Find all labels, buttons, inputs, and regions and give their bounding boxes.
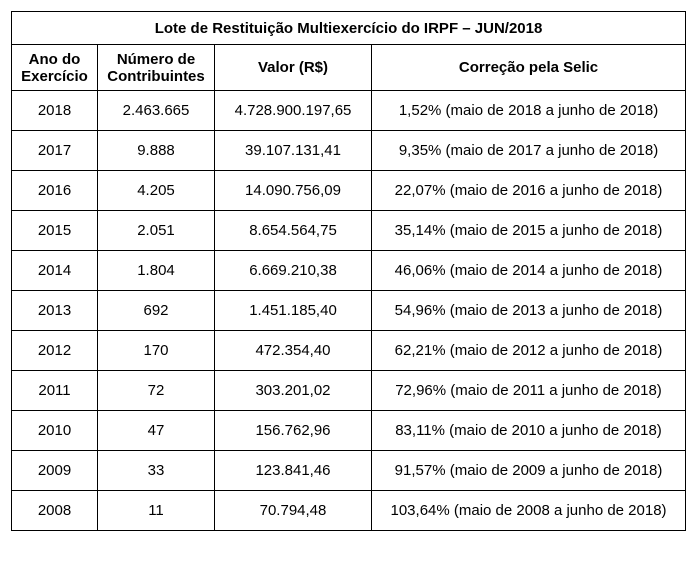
cell-value: 8.654.564,75 [215, 211, 372, 251]
cell-value: 156.762,96 [215, 411, 372, 451]
cell-selic: 103,64% (maio de 2008 a junho de 2018) [372, 491, 686, 531]
cell-year: 2011 [12, 371, 98, 411]
cell-year: 2017 [12, 131, 98, 171]
header-selic-correction: Correção pela Selic [372, 45, 686, 91]
cell-selic: 22,07% (maio de 2016 a junho de 2018) [372, 171, 686, 211]
table-title: Lote de Restituição Multiexercício do IRPF – JUN/2018 [12, 12, 686, 45]
restitution-table [11, 11, 686, 531]
cell-value: 70.794,48 [215, 491, 372, 531]
cell-value: 6.669.210,38 [215, 251, 372, 291]
table-title-row [12, 12, 686, 45]
cell-value: 39.107.131,41 [215, 131, 372, 171]
cell-year: 2010 [12, 411, 98, 451]
table-row [12, 211, 686, 251]
cell-selic: 54,96% (maio de 2013 a junho de 2018) [372, 291, 686, 331]
cell-year: 2013 [12, 291, 98, 331]
table-row [12, 291, 686, 331]
table-row [12, 171, 686, 211]
cell-year: 2015 [12, 211, 98, 251]
table-row [12, 131, 686, 171]
cell-taxpayers: 2.051 [98, 211, 215, 251]
cell-value: 14.090.756,09 [215, 171, 372, 211]
cell-taxpayers: 1.804 [98, 251, 215, 291]
cell-value: 4.728.900.197,65 [215, 91, 372, 131]
cell-taxpayers: 11 [98, 491, 215, 531]
table-row [12, 331, 686, 371]
table-body [12, 91, 686, 531]
table-row [12, 91, 686, 131]
table-header-row [12, 45, 686, 91]
cell-taxpayers: 33 [98, 451, 215, 491]
header-year: Ano do Exercício [12, 45, 98, 91]
table-row [12, 251, 686, 291]
cell-year: 2008 [12, 491, 98, 531]
cell-selic: 72,96% (maio de 2011 a junho de 2018) [372, 371, 686, 411]
cell-selic: 62,21% (maio de 2012 a junho de 2018) [372, 331, 686, 371]
cell-selic: 46,06% (maio de 2014 a junho de 2018) [372, 251, 686, 291]
cell-year: 2014 [12, 251, 98, 291]
cell-year: 2016 [12, 171, 98, 211]
cell-taxpayers: 9.888 [98, 131, 215, 171]
cell-value: 1.451.185,40 [215, 291, 372, 331]
cell-taxpayers: 4.205 [98, 171, 215, 211]
cell-selic: 35,14% (maio de 2015 a junho de 2018) [372, 211, 686, 251]
cell-taxpayers: 47 [98, 411, 215, 451]
cell-selic: 9,35% (maio de 2017 a junho de 2018) [372, 131, 686, 171]
cell-selic: 91,57% (maio de 2009 a junho de 2018) [372, 451, 686, 491]
cell-year: 2018 [12, 91, 98, 131]
cell-year: 2009 [12, 451, 98, 491]
cell-value: 303.201,02 [215, 371, 372, 411]
header-taxpayers: Número de Contribuintes [98, 45, 215, 91]
cell-value: 123.841,46 [215, 451, 372, 491]
cell-value: 472.354,40 [215, 331, 372, 371]
cell-taxpayers: 2.463.665 [98, 91, 215, 131]
cell-taxpayers: 692 [98, 291, 215, 331]
table-row [12, 411, 686, 451]
cell-year: 2012 [12, 331, 98, 371]
cell-selic: 1,52% (maio de 2018 a junho de 2018) [372, 91, 686, 131]
table-row [12, 451, 686, 491]
cell-taxpayers: 170 [98, 331, 215, 371]
table-row [12, 371, 686, 411]
header-value: Valor (R$) [215, 45, 372, 91]
table-row [12, 491, 686, 531]
restitution-table-container [11, 11, 686, 531]
cell-selic: 83,11% (maio de 2010 a junho de 2018) [372, 411, 686, 451]
cell-taxpayers: 72 [98, 371, 215, 411]
